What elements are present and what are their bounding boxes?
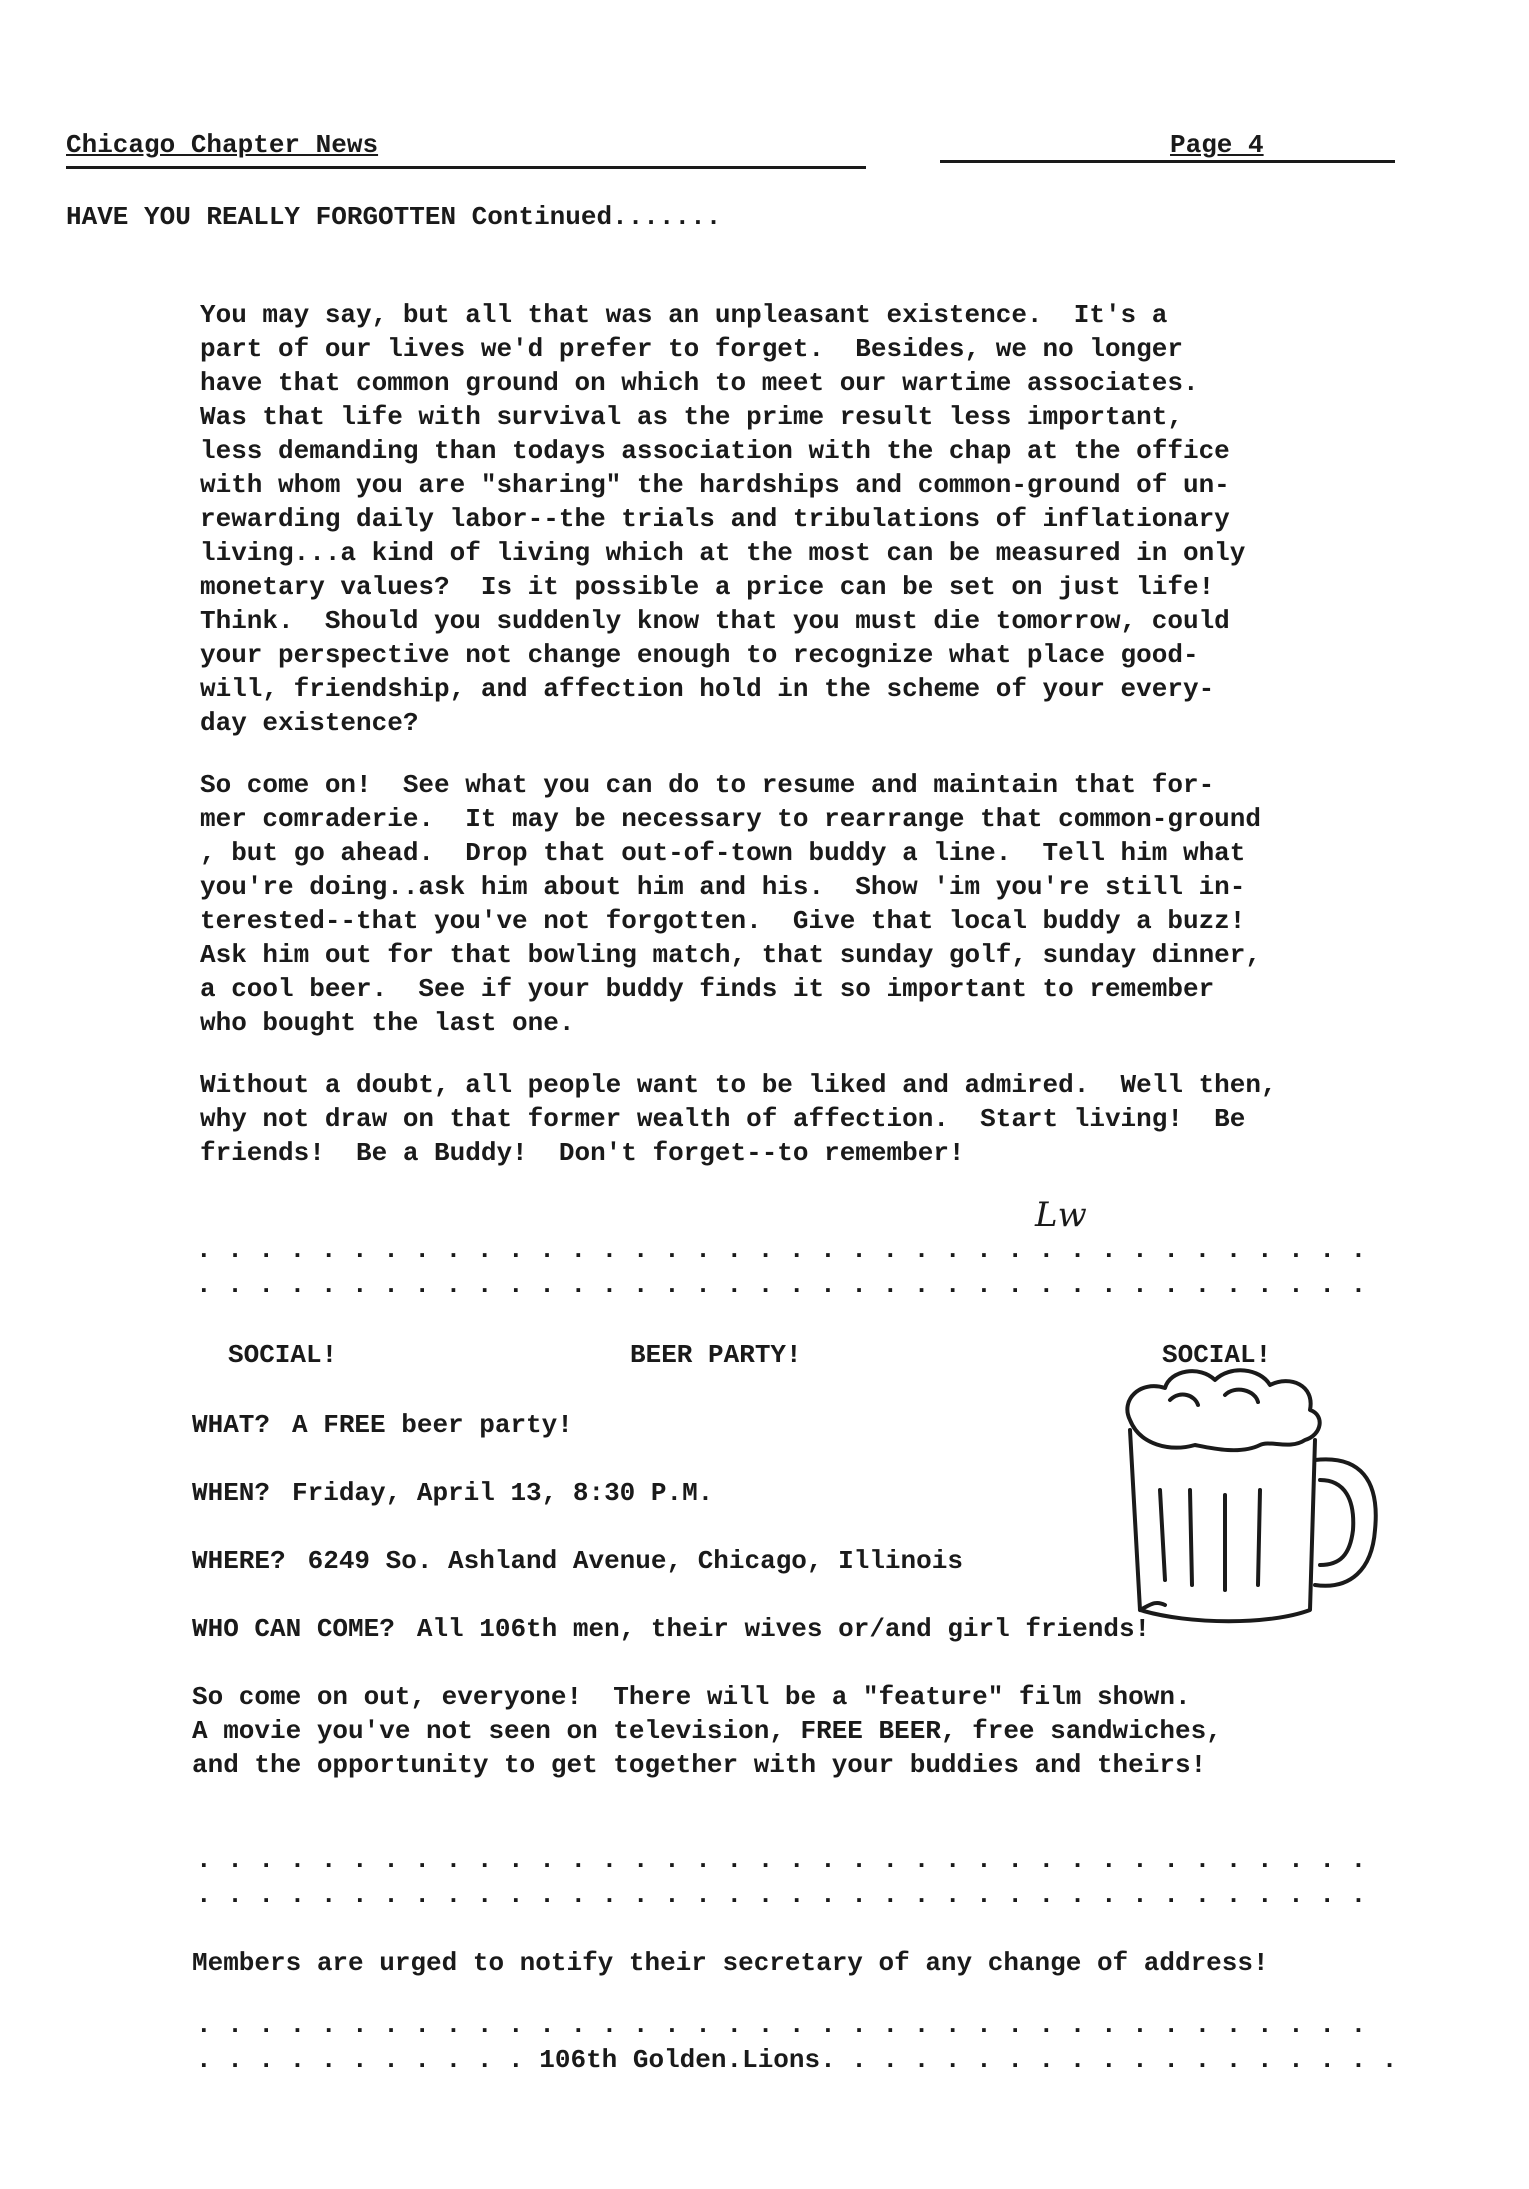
party-what	[192, 1410, 573, 1440]
dotted-divider: . . . . . . . . . . . . . . . . . . . . . . . . . . . . . . . . . . . . . .	[196, 1235, 1367, 1265]
party-when-label: WHEN?	[192, 1478, 271, 1508]
beer-mug-icon	[1110, 1360, 1390, 1630]
party-who-label: WHO CAN COME?	[192, 1614, 395, 1644]
header-rule-left	[66, 166, 866, 169]
party-when-value: Friday, April 13, 8:30 P.M.	[292, 1478, 714, 1508]
party-where-label: WHERE?	[192, 1546, 286, 1576]
party-what-label: WHAT?	[192, 1410, 271, 1440]
social-heading-left: SOCIAL!	[228, 1340, 338, 1370]
party-where	[192, 1546, 963, 1576]
party-closing-text: So come on out, everyone! There will be a "feature" film shown. A movie you've not seen on television, FREE BEER, free sandwiches, and the opportunity to get together with your buddies and theirs!	[192, 1682, 1222, 1780]
party-when	[192, 1478, 713, 1508]
dotted-divider: . . . . . . . . . . . . . . . . . . . . . . . . . . . . . . . . . . . . . .	[196, 1270, 1367, 1300]
article-paragraph-1: You may say, but all that was an unpleasant existence. It's a part of our lives we'd prefer to forget. Besides, we no longer have that common ground on which to meet our wartime associates. Was that life with survival as the prime result less important, less demanding than todays association with the chap at the office with whom you are "sharing" the hardships and common-ground of un- rewarding daily labor--the trials and tribulations of inflationary living...a kind of living which at the most can be measured in only monetary values? Is it possible a price can be set on just life! Think. Should you suddenly know that you must die tomorrow, could your perspective not change enough to recognize what place good- will, friendship, and affection hold in the scheme of your every- day existence?	[200, 300, 1246, 738]
article-paragraph-3: Without a doubt, all people want to be liked and admired. Well then, why not draw on that former wealth of affection. Start living! Be friends! Be a Buddy! Don't forget--to remember!	[200, 1070, 1277, 1168]
section-heading: HAVE YOU REALLY FORGOTTEN Continued.......	[66, 202, 722, 232]
newsletter-title: Chicago Chapter News	[66, 130, 379, 160]
party-where-value: 6249 So. Ashland Avenue, Chicago, Illinois	[307, 1546, 963, 1576]
dotted-divider: . . . . . . . . . . . . . . . . . . . . . . . . . . . . . . . . . . . . . .	[196, 2010, 1367, 2040]
dotted-divider: . . . . . . . . . . . . . . . . . . . . . . . . . . . . . . . . . . . . . .	[196, 1845, 1367, 1875]
author-signature: Lw	[1035, 1195, 1087, 1235]
page-number: Page 4	[1170, 130, 1264, 160]
party-who	[192, 1614, 1150, 1644]
social-heading-right: SOCIAL!	[1162, 1340, 1272, 1370]
address-change-notice: Members are urged to notify their secretary of any change of address!	[192, 1948, 1269, 1978]
footer-golden-lions: . . . . . . . . . . . 106th Golden.Lions. . . . . . . . . . . . . . . . . . .	[196, 2045, 1398, 2075]
beer-party-heading: BEER PARTY!	[630, 1340, 802, 1370]
article-paragraph-2: So come on! See what you can do to resume and maintain that for- mer comraderie. It may be necessary to rearrange that common-ground , but go ahead. Drop that out-of-town buddy a line. Tell him what you're doing..ask him about him and his. Show 'im you're still in- terested--that you've not forgotten. Give that local buddy a buzz! Ask him out for that bowling match, that sunday golf, sunday dinner, a cool beer. See if your buddy finds it so important to remember who bought the last one.	[200, 770, 1261, 1038]
party-who-value: All 106th men, their wives or/and girl friends!	[416, 1614, 1151, 1644]
header-rule-right	[940, 160, 1395, 163]
party-what-value: A FREE beer party!	[292, 1410, 573, 1440]
dotted-divider: . . . . . . . . . . . . . . . . . . . . . . . . . . . . . . . . . . . . . .	[196, 1880, 1367, 1910]
